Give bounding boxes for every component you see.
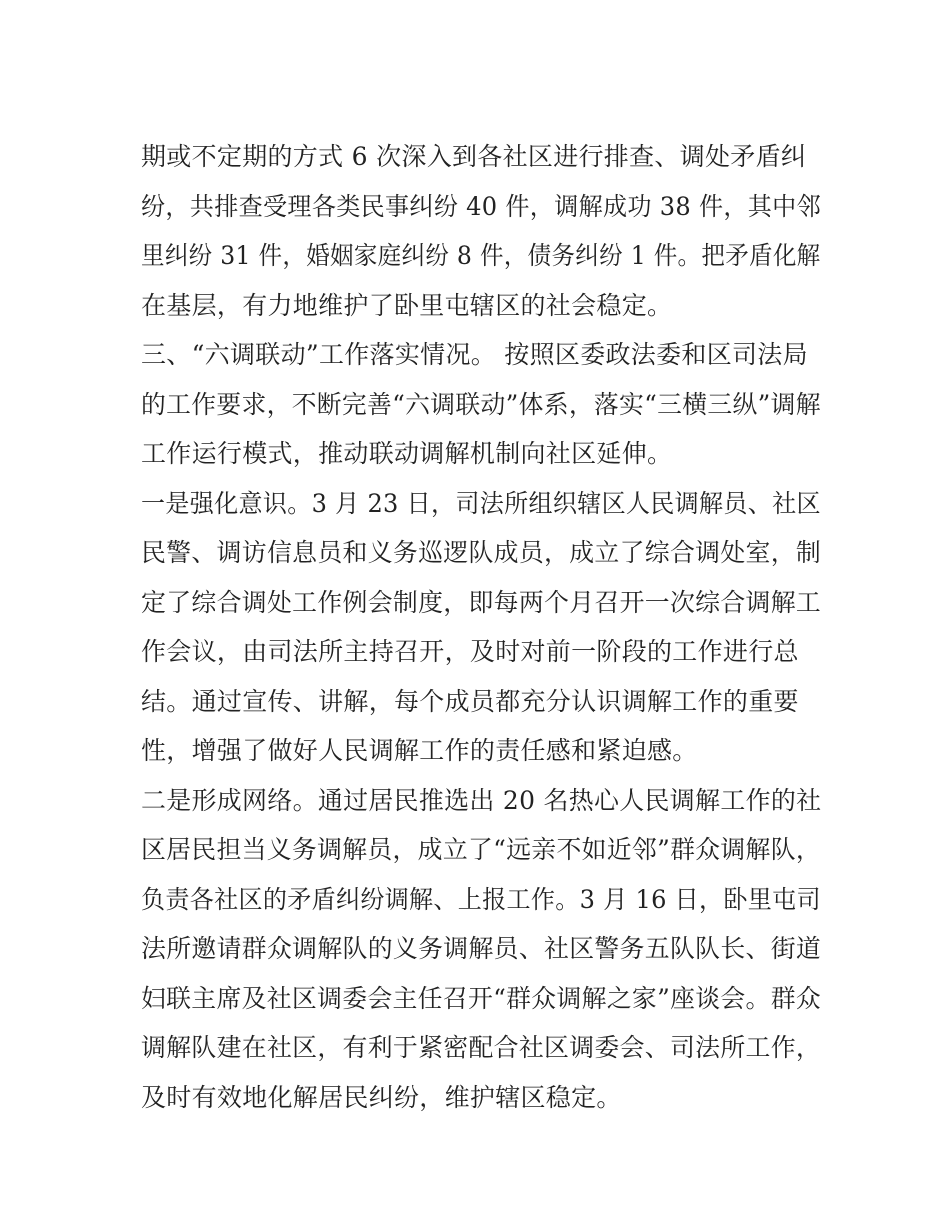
text-line: 调解队建在社区，有利于紧密配合社区调委会、司法所工作， bbox=[141, 1033, 822, 1062]
text-line: 及时有效地化解居民纠纷，维护辖区稳定。 bbox=[141, 1082, 622, 1112]
text-line: 性，增强了做好人民调解工作的责任感和紧迫感。 bbox=[141, 736, 698, 765]
body-text bbox=[141, 132, 821, 1122]
text-line: 区居民担当义务调解员，成立了“远亲不如近邻”群众调解队， bbox=[141, 835, 822, 864]
text-line: 作会议，由司法所主持召开，及时对前一阶段的工作进行总 bbox=[141, 637, 799, 666]
text-line: 负责各社区的矛盾纠纷调解、上报工作。3 月 16 日，卧里屯司 bbox=[141, 884, 821, 914]
text-line: 在基层，有力地维护了卧里屯辖区的社会稳定。 bbox=[141, 290, 673, 320]
text-line: 法所邀请群众调解队的义务调解员、社区警务五队队长、街道 bbox=[141, 934, 822, 963]
text-line: 期或不定期的方式 6 次深入到各社区进行排查、调处矛盾纠 bbox=[141, 142, 807, 171]
text-line: 里纠纷 31 件，婚姻家庭纠纷 8 件，债务纠纷 1 件。把矛盾化解 bbox=[141, 241, 821, 270]
text-line: 民警、调访信息员和义务巡逻队成员，成立了综合调处室，制 bbox=[141, 538, 822, 567]
text-line: 结。通过宣传、讲解，每个成员都充分认识调解工作的重要 bbox=[141, 686, 799, 716]
text-line: 二是形成网络。通过居民推选出 20 名热心人民调解工作的社 bbox=[141, 785, 822, 815]
text-line: 的工作要求，不断完善“六调联动”体系，落实“三横三纵”调解 bbox=[141, 389, 821, 419]
text-line: 一是强化意识。3 月 23 日，司法所组织辖区人民调解员、社区 bbox=[141, 488, 821, 518]
text-line: 纷，共排查受理各类民事纠纷 40 件，调解成功 38 件，其中邻 bbox=[141, 191, 821, 221]
section-heading-line: 三、“六调联动”工作落实情况。 按照区委政法委和区司法局 bbox=[141, 340, 808, 369]
text-line: 妇联主席及社区调委会主任召开“群众调解之家”座谈会。群众 bbox=[141, 983, 822, 1013]
text-line: 工作运行模式，推动联动调解机制向社区延伸。 bbox=[141, 439, 673, 468]
text-line: 定了综合调处工作例会制度，即每两个月召开一次综合调解工 bbox=[141, 587, 822, 617]
